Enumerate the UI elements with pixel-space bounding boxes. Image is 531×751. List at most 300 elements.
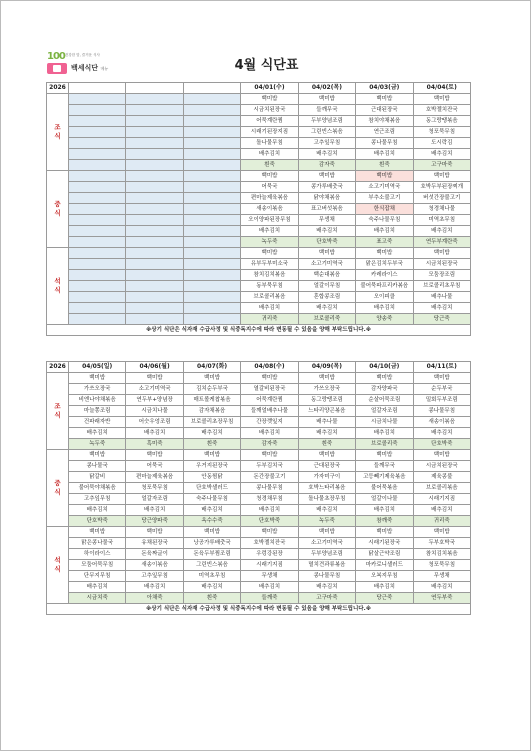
menu-item <box>183 182 240 193</box>
porridge-item: 흰죽 <box>183 439 240 450</box>
date-cell <box>183 83 240 94</box>
porridge-row <box>47 160 471 171</box>
menu-item: 배추나물 <box>298 417 355 428</box>
menu-item <box>126 281 183 292</box>
menu-item: 배추김치 <box>241 226 298 237</box>
logo-number: 100 <box>47 51 65 62</box>
menu-item <box>69 116 126 127</box>
menu-item <box>183 226 240 237</box>
porridge-item: 흰죽 <box>356 160 413 171</box>
menu-item: 콩나물국 <box>69 461 126 472</box>
menu-item: 돈간장불고기 <box>241 472 298 483</box>
meal-label: 조 식 <box>47 373 69 450</box>
menu-row <box>47 373 471 384</box>
menu-item: 들깨무국 <box>298 105 355 116</box>
menu-item: 그린빈스볶음 <box>298 127 355 138</box>
menu-item: 배추김치 <box>69 428 126 439</box>
menu-item: 카레라이스 <box>356 270 413 281</box>
year-cell: 2026 <box>47 362 69 373</box>
menu-row <box>47 303 471 314</box>
menu-item <box>126 226 183 237</box>
menu-item: 배추김치 <box>413 582 470 593</box>
menu-item: 불어묵볶음 <box>356 483 413 494</box>
menu-item: 우렁강된장 <box>241 549 298 560</box>
menu-item: 소고기미역국 <box>298 538 355 549</box>
menu-item <box>183 248 240 259</box>
menu-item <box>126 193 183 204</box>
menu-row <box>47 292 471 303</box>
logo-tagline: 건강한 맛, 즐거운 식사 <box>65 53 100 57</box>
menu-row <box>47 428 471 439</box>
menu-item: 들깨무국 <box>356 461 413 472</box>
porridge-item <box>183 160 240 171</box>
menu-item: 고등빼기제육볶음 <box>356 472 413 483</box>
menu-item: 안동찜닭 <box>183 472 240 483</box>
notice-text: ※상기 식단은 식자재 수급사정 및 식중독지수에 따라 변동될 수 있음을 양해 부탁드립니다.※ <box>47 604 471 615</box>
menu-item: 백미밥 <box>413 94 470 105</box>
menu-item: 배추김치 <box>241 505 298 516</box>
menu-item: 백미밥 <box>69 450 126 461</box>
menu-item: 배추김치 <box>241 303 298 314</box>
menu-item: 어묵계란찜 <box>241 395 298 406</box>
menu-item: 백미밥 <box>241 527 298 538</box>
menu-item: 백미밥 <box>356 248 413 259</box>
menu-row <box>47 149 471 160</box>
porridge-item <box>183 237 240 248</box>
menu-item <box>183 270 240 281</box>
menu-item: 근대된장국 <box>356 105 413 116</box>
menu-item: 브로콜리볶음 <box>241 292 298 303</box>
menu-row <box>47 248 471 259</box>
menu-item: 어묵국 <box>126 461 183 472</box>
porridge-item: 브로콜리죽 <box>298 314 355 325</box>
menu-item: 유부두부미소국 <box>241 259 298 270</box>
date-cell: 04/05(일) <box>69 362 126 373</box>
logo-name: 백세식단 메뉴 <box>71 64 109 72</box>
menu-item: 두부김치국 <box>241 461 298 472</box>
porridge-item: 양송죽 <box>356 314 413 325</box>
porridge-item <box>126 314 183 325</box>
menu-item: 편마늘제육볶음 <box>126 472 183 483</box>
menu-item: 두부호박국 <box>413 538 470 549</box>
menu-item <box>126 127 183 138</box>
menu-item: 백미밥 <box>356 171 413 182</box>
meal-label: 석 식 <box>47 248 69 325</box>
menu-item: 멸치견과류볶음 <box>298 560 355 571</box>
menu-item: 닭갈비 <box>69 472 126 483</box>
porridge-item: 고구마죽 <box>298 593 355 604</box>
menu-item: 닭야채볶음 <box>298 193 355 204</box>
menu-item <box>69 204 126 215</box>
porridge-item: 아채죽 <box>126 593 183 604</box>
porridge-item: 당근죽 <box>356 593 413 604</box>
porridge-item: 단호박죽 <box>298 237 355 248</box>
menu-item: 얼갈자조림 <box>126 494 183 505</box>
menu-item: 배추김치 <box>298 226 355 237</box>
menu-item: 배추김치 <box>356 428 413 439</box>
menu-item: 연근조림 <box>356 127 413 138</box>
menu-item: 배추김치 <box>241 582 298 593</box>
menu-item: 돌나물무침 <box>241 138 298 149</box>
menu-item <box>126 248 183 259</box>
menu-item: 백미밥 <box>69 373 126 384</box>
menu-item: 단무지무침 <box>69 571 126 582</box>
menu-item: 콩나물무침 <box>298 571 355 582</box>
menu-item <box>69 259 126 270</box>
menu-item: 배추김치 <box>126 428 183 439</box>
menu-item: 김치순두부국 <box>183 384 240 395</box>
menu-row <box>47 560 471 571</box>
menu-item <box>69 193 126 204</box>
menu-row <box>47 406 471 417</box>
menu-item: 불어묵야채볶음 <box>69 483 126 494</box>
menu-item: 고추잎무침 <box>126 571 183 582</box>
menu-item: 브로콜리초장무침 <box>183 417 240 428</box>
menu-item: 무생채 <box>413 571 470 582</box>
menu-item: 소고기미역국 <box>356 182 413 193</box>
menu-item: 고추잎무침 <box>298 138 355 149</box>
menu-item: 맑은김치두부국 <box>356 259 413 270</box>
date-cell: 04/04(토) <box>413 83 470 94</box>
menu-item: 소고기미역국 <box>298 259 355 270</box>
menu-row <box>47 450 471 461</box>
menu-item: 건파래자반 <box>69 417 126 428</box>
menu-item: 배추김치 <box>69 505 126 516</box>
menu-item <box>126 94 183 105</box>
menu-row <box>47 94 471 105</box>
porridge-item <box>69 160 126 171</box>
menu-item: 유채된장국 <box>126 538 183 549</box>
menu-item: 들깨얼배추나물 <box>241 406 298 417</box>
notice-text: ※상기 식단은 식자재 수급사정 및 식중독지수에 따라 변동될 수 있음을 양해 부탁드립니다.※ <box>47 325 471 336</box>
menu-item: 백미밥 <box>413 527 470 538</box>
menu-item: 백미밥 <box>241 248 298 259</box>
porridge-item: 감자죽 <box>298 160 355 171</box>
menu-item: 닭살근약조림 <box>356 549 413 560</box>
menu-item <box>183 116 240 127</box>
menu-item: 청포묵무침 <box>413 127 470 138</box>
porridge-item: 연두부계란죽 <box>413 237 470 248</box>
menu-item: 순두부국 <box>413 384 470 395</box>
date-cell: 04/10(금) <box>356 362 413 373</box>
menu-item: 숙주나물무침 <box>183 494 240 505</box>
porridge-item: 귀리죽 <box>413 516 470 527</box>
menu-item: 배추김치 <box>413 226 470 237</box>
menu-item: 백미밥 <box>298 248 355 259</box>
menu-item: 배추김치 <box>241 149 298 160</box>
menu-item <box>183 204 240 215</box>
menu-item: 콩가루배춧국 <box>298 182 355 193</box>
menu-row <box>47 226 471 237</box>
date-cell: 04/03(금) <box>356 83 413 94</box>
menu-row <box>47 116 471 127</box>
menu-item: 백미밥 <box>413 248 470 259</box>
menu-item: 가자미구이 <box>298 472 355 483</box>
menu-item: 배추김치 <box>298 505 355 516</box>
menu-item <box>69 292 126 303</box>
menu-item: 무생채 <box>298 215 355 226</box>
porridge-item: 감자죽 <box>241 439 298 450</box>
menu-item <box>69 149 126 160</box>
menu-item: 간장깻잎지 <box>241 417 298 428</box>
menu-item: 시래기지짐 <box>413 494 470 505</box>
menu-item: 미역초무침 <box>183 571 240 582</box>
menu-item <box>183 281 240 292</box>
menu-item: 마늘쫑조림 <box>69 406 126 417</box>
menu-item: 백순대볶음 <box>298 270 355 281</box>
menu-item <box>183 127 240 138</box>
page-title: 4월 식단표 <box>234 58 299 73</box>
menu-item: 참치김치볶음 <box>413 549 470 560</box>
menu-item <box>126 292 183 303</box>
porridge-item: 흰죽 <box>241 160 298 171</box>
menu-item: 돈육두부찜조림 <box>183 549 240 560</box>
menu-item: 얼갈이나물 <box>356 494 413 505</box>
menu-item: 연두부+양념장 <box>126 395 183 406</box>
menu-item <box>126 105 183 116</box>
menu-item: 열갈비된장국 <box>241 384 298 395</box>
menu-item: 동부묵무침 <box>241 281 298 292</box>
porridge-item: 당근양파죽 <box>126 516 183 527</box>
menu-item: 도시락김 <box>413 138 470 149</box>
menu-item <box>126 138 183 149</box>
menu-item <box>126 182 183 193</box>
menu-row <box>47 505 471 516</box>
week1-menu-table <box>46 82 471 336</box>
menu-row <box>47 215 471 226</box>
menu-item: 백미밥 <box>298 527 355 538</box>
menu-item: 백미밥 <box>413 373 470 384</box>
menu-item <box>69 94 126 105</box>
menu-item: 혼합콩조림 <box>298 292 355 303</box>
menu-item <box>183 259 240 270</box>
menu-item: 어슷우엉조림 <box>126 417 183 428</box>
menu-item: 우거지된장국 <box>183 461 240 472</box>
porridge-item: 녹두죽 <box>69 439 126 450</box>
menu-item: 감자양파국 <box>356 384 413 395</box>
menu-item: 근대된장국 <box>298 461 355 472</box>
menu-item: 어묵계란찜 <box>241 116 298 127</box>
menu-item: 모둠어묵무침 <box>69 560 126 571</box>
menu-item: 백미밥 <box>241 450 298 461</box>
menu-item: 돈육짜글이 <box>126 549 183 560</box>
menu-row <box>47 127 471 138</box>
menu-item: 고추잎무침 <box>69 494 126 505</box>
menu-item <box>183 149 240 160</box>
menu-item: 시금치된장국 <box>413 259 470 270</box>
menu-item: 배추김치 <box>126 505 183 516</box>
menu-item: 호박젤치잔국 <box>413 105 470 116</box>
menu-item <box>126 215 183 226</box>
porridge-row <box>47 593 471 604</box>
date-cell: 04/02(목) <box>298 83 355 94</box>
menu-row <box>47 105 471 116</box>
menu-item: 감자채볶음 <box>183 406 240 417</box>
menu-item: 백미밥 <box>241 373 298 384</box>
menu-item <box>69 105 126 116</box>
menu-item: 콩나물무침 <box>356 138 413 149</box>
menu-item: 표고버섯볶음 <box>298 204 355 215</box>
menu-item: 배추김치 <box>183 505 240 516</box>
menu-item: 백미밥 <box>298 94 355 105</box>
menu-item: 마카로니샐러드 <box>356 560 413 571</box>
menu-item <box>69 215 126 226</box>
menu-item <box>126 270 183 281</box>
menu-item: 호박젤치잔국 <box>241 538 298 549</box>
menu-row <box>47 472 471 483</box>
menu-item: 청포묵무침 <box>413 560 470 571</box>
date-cell: 04/06(월) <box>126 362 183 373</box>
porridge-item: 참깨죽 <box>356 516 413 527</box>
menu-item: 시래기된장국 <box>356 538 413 549</box>
meal-label: 중 식 <box>47 450 69 527</box>
porridge-item: 단호박죽 <box>69 516 126 527</box>
menu-item: 배추김치 <box>69 582 126 593</box>
menu-item: 호박느타리볶음 <box>298 483 355 494</box>
menu-item: 백미밥 <box>69 527 126 538</box>
menu-row <box>47 549 471 560</box>
menu-item <box>126 149 183 160</box>
menu-item: 배추나물 <box>413 292 470 303</box>
menu-item: 시금치된장국 <box>413 461 470 472</box>
menu-item: 백미밥 <box>413 171 470 182</box>
menu-item: 백미밥 <box>126 450 183 461</box>
menu-item <box>126 116 183 127</box>
meal-label: 중 식 <box>47 171 69 248</box>
porridge-row <box>47 439 471 450</box>
menu-item: 배추김치 <box>356 226 413 237</box>
menu-item: 시래기된장지짐 <box>241 127 298 138</box>
menu-row <box>47 384 471 395</box>
menu-item: 백미밥 <box>356 94 413 105</box>
porridge-item: 흰죽 <box>183 593 240 604</box>
menu-item: 비엔나야채볶음 <box>69 395 126 406</box>
menu-row <box>47 494 471 505</box>
porridge-item: 녹두죽 <box>241 237 298 248</box>
menu-item: 맑은콩나물국 <box>69 538 126 549</box>
menu-row <box>47 461 471 472</box>
menu-item: 밀회두부조림 <box>413 395 470 406</box>
menu-item <box>69 281 126 292</box>
week2-menu-table <box>46 361 471 615</box>
menu-item: 백미밥 <box>298 450 355 461</box>
menu-row <box>47 527 471 538</box>
menu-item <box>126 259 183 270</box>
menu-item: 제육콩불 <box>413 472 470 483</box>
menu-item: 시래기지짐 <box>241 560 298 571</box>
date-cell: 04/07(화) <box>183 362 240 373</box>
porridge-row <box>47 314 471 325</box>
menu-item: 동그랑땡조림 <box>298 395 355 406</box>
menu-item: 참치김치볶음 <box>241 270 298 281</box>
porridge-item: 들깨죽 <box>241 593 298 604</box>
meal-label: 조 식 <box>47 94 69 171</box>
menu-item: 얼갈이무침 <box>298 281 355 292</box>
menu-item <box>183 94 240 105</box>
porridge-item: 옥수수죽 <box>183 516 240 527</box>
porridge-item <box>69 237 126 248</box>
porridge-item <box>126 160 183 171</box>
menu-item: 단호박샐러드 <box>183 483 240 494</box>
menu-item: 배추김치 <box>298 149 355 160</box>
date-header-row <box>47 83 471 94</box>
menu-row <box>47 395 471 406</box>
menu-item: 가쓰오장국 <box>298 384 355 395</box>
menu-item: 편마늘제육볶음 <box>241 193 298 204</box>
meal-label: 석 식 <box>47 527 69 604</box>
notice-row <box>47 604 471 615</box>
porridge-item: 브로콜리죽 <box>356 439 413 450</box>
menu-row <box>47 417 471 428</box>
date-cell: 04/09(목) <box>298 362 355 373</box>
notice-row <box>47 325 471 336</box>
menu-item <box>69 182 126 193</box>
menu-item: 배추김치 <box>126 582 183 593</box>
menu-item: 동그랑땡볶음 <box>413 116 470 127</box>
porridge-item: 녹두죽 <box>298 516 355 527</box>
menu-row <box>47 171 471 182</box>
menu-row <box>47 204 471 215</box>
menu-item: 백미밥 <box>356 527 413 538</box>
menu-item <box>69 248 126 259</box>
menu-row <box>47 538 471 549</box>
porridge-row <box>47 516 471 527</box>
menu-item: 콩나물무침 <box>413 406 470 417</box>
menu-item: 배추김치 <box>413 149 470 160</box>
porridge-item: 시금치죽 <box>69 593 126 604</box>
menu-item: 백미밥 <box>183 450 240 461</box>
porridge-row <box>47 237 471 248</box>
menu-item: 버섯간장불고기 <box>413 193 470 204</box>
menu-item: 청경채나물 <box>413 204 470 215</box>
menu-item: 배추김치 <box>298 582 355 593</box>
menu-item <box>69 303 126 314</box>
menu-item: 모둠장조림 <box>413 270 470 281</box>
menu-item: 백미밥 <box>241 171 298 182</box>
porridge-item: 표고죽 <box>356 237 413 248</box>
date-cell <box>126 83 183 94</box>
menu-item <box>183 193 240 204</box>
porridge-item: 연두부죽 <box>413 593 470 604</box>
menu-item: 백미밥 <box>356 373 413 384</box>
menu-item: 청경채무침 <box>241 494 298 505</box>
menu-item: 백미밥 <box>126 373 183 384</box>
menu-item <box>69 127 126 138</box>
menu-item: 브로콜리초무침 <box>413 281 470 292</box>
menu-item <box>183 105 240 116</box>
menu-item: 숙주나물무침 <box>356 215 413 226</box>
menu-item <box>69 138 126 149</box>
menu-row <box>47 270 471 281</box>
menu-item: 무생채 <box>241 571 298 582</box>
porridge-item: 단호박죽 <box>241 516 298 527</box>
porridge-item: 단호박죽 <box>413 439 470 450</box>
menu-item: 배추김치 <box>356 582 413 593</box>
menu-item: 참치야채볶음 <box>356 116 413 127</box>
menu-row <box>47 138 471 149</box>
menu-row <box>47 483 471 494</box>
menu-item: 청포묵무침 <box>126 483 183 494</box>
menu-item: 새송이볶음 <box>126 560 183 571</box>
menu-item: 오이피클 <box>356 292 413 303</box>
menu-item <box>183 292 240 303</box>
menu-item: 배추김치 <box>183 428 240 439</box>
menu-row <box>47 571 471 582</box>
menu-item: 배추김치 <box>241 428 298 439</box>
menu-item: 미역초무침 <box>413 215 470 226</box>
menu-item <box>126 171 183 182</box>
menu-item <box>69 171 126 182</box>
